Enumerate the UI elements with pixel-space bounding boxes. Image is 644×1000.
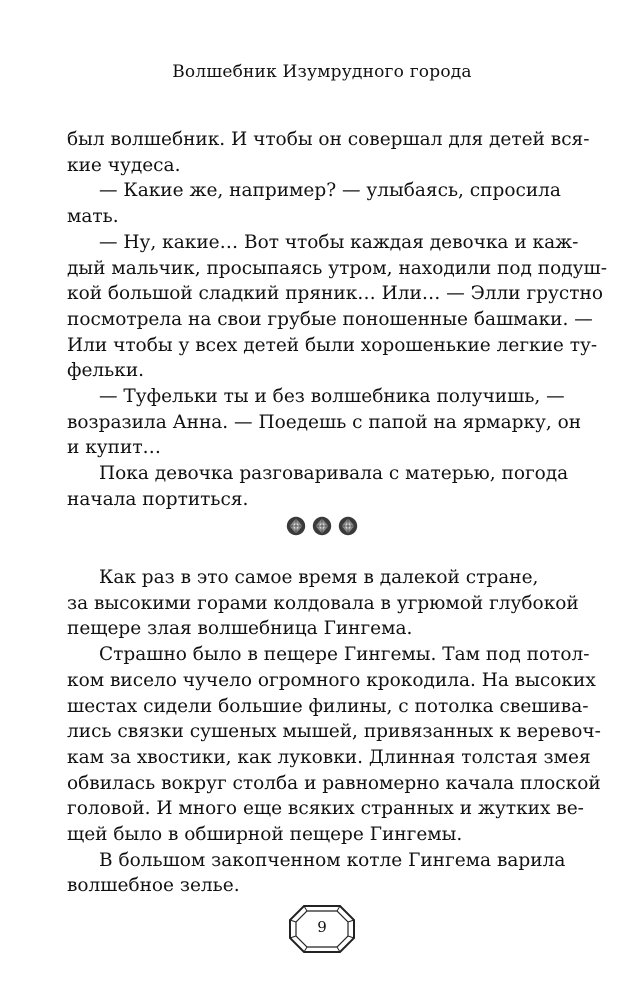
text-line: обвилась вокруг столба и равномерно качала плоской	[67, 772, 601, 794]
text-line: — Какие же, например? — улыбаясь, спросила	[99, 180, 561, 202]
gem-icon	[338, 516, 358, 536]
gem-icon	[286, 516, 306, 536]
text-line: и купит…	[67, 437, 162, 459]
text-line: шестах сидели большие филины, с потолка свешива-	[67, 695, 589, 717]
section-break-ornament	[0, 516, 644, 536]
text-line: ком висело чучело огромного крокодила. На высоких	[67, 669, 596, 691]
page-number: 9	[317, 918, 327, 936]
running-header: Волшебник Изумрудного города	[172, 62, 472, 82]
text-line: волшебное зелье.	[67, 875, 240, 897]
text-line: начала портиться.	[67, 488, 249, 510]
page-number-frame	[287, 903, 357, 955]
text-line: дый мальчик, просыпаясь утром, находили под подуш-	[67, 257, 607, 279]
text-line: пещере злая волшебница Гингема.	[67, 618, 413, 640]
text-line: Пока девочка разговаривала с матерью, погода	[99, 463, 569, 485]
text-line: был волшебник. И чтобы он совершал для детей вся-	[67, 129, 590, 150]
text-line: возразила Анна. — Поедешь с папой на ярмарку, он	[67, 411, 582, 433]
text-line: мать.	[67, 206, 119, 228]
text-line: за высокими горами колдовала в угрюмой глубокой	[67, 592, 579, 614]
gem-icon	[312, 516, 332, 536]
text-line: кой большой сладкий пряник… Или… — Элли грустно	[67, 283, 603, 305]
text-line: Как раз в это самое время в далекой стране,	[99, 567, 539, 588]
text-line: кие чудеса.	[67, 154, 181, 176]
text-line: — Ну, какие… Вот чтобы каждая девочка и каж-	[99, 231, 579, 253]
text-line: щей было в обширной пещере Гингемы.	[67, 824, 463, 846]
text-line: фельки.	[67, 360, 145, 382]
text-block-2	[67, 565, 601, 899]
text-line: кам за хвостики, как луковки. Длинная толстая змея	[67, 746, 591, 768]
text-line: лись связки сушеных мышей, привязанных к веревоч-	[67, 721, 601, 743]
text-line: посмотрела на свои грубые поношенные башмаки. —	[67, 308, 593, 330]
text-line: В большом закопченном котле Гингема варила	[99, 849, 566, 871]
text-line: Или чтобы у всех детей были хорошенькие легкие ту-	[67, 334, 598, 356]
text-block-1	[67, 127, 607, 513]
text-line: — Туфельки ты и без волшебника получишь, —	[99, 386, 565, 408]
text-line: головой. И много еще всяких странных и жутких ве-	[67, 798, 584, 820]
text-line: Страшно было в пещере Гингемы. Там под потол-	[99, 644, 590, 666]
